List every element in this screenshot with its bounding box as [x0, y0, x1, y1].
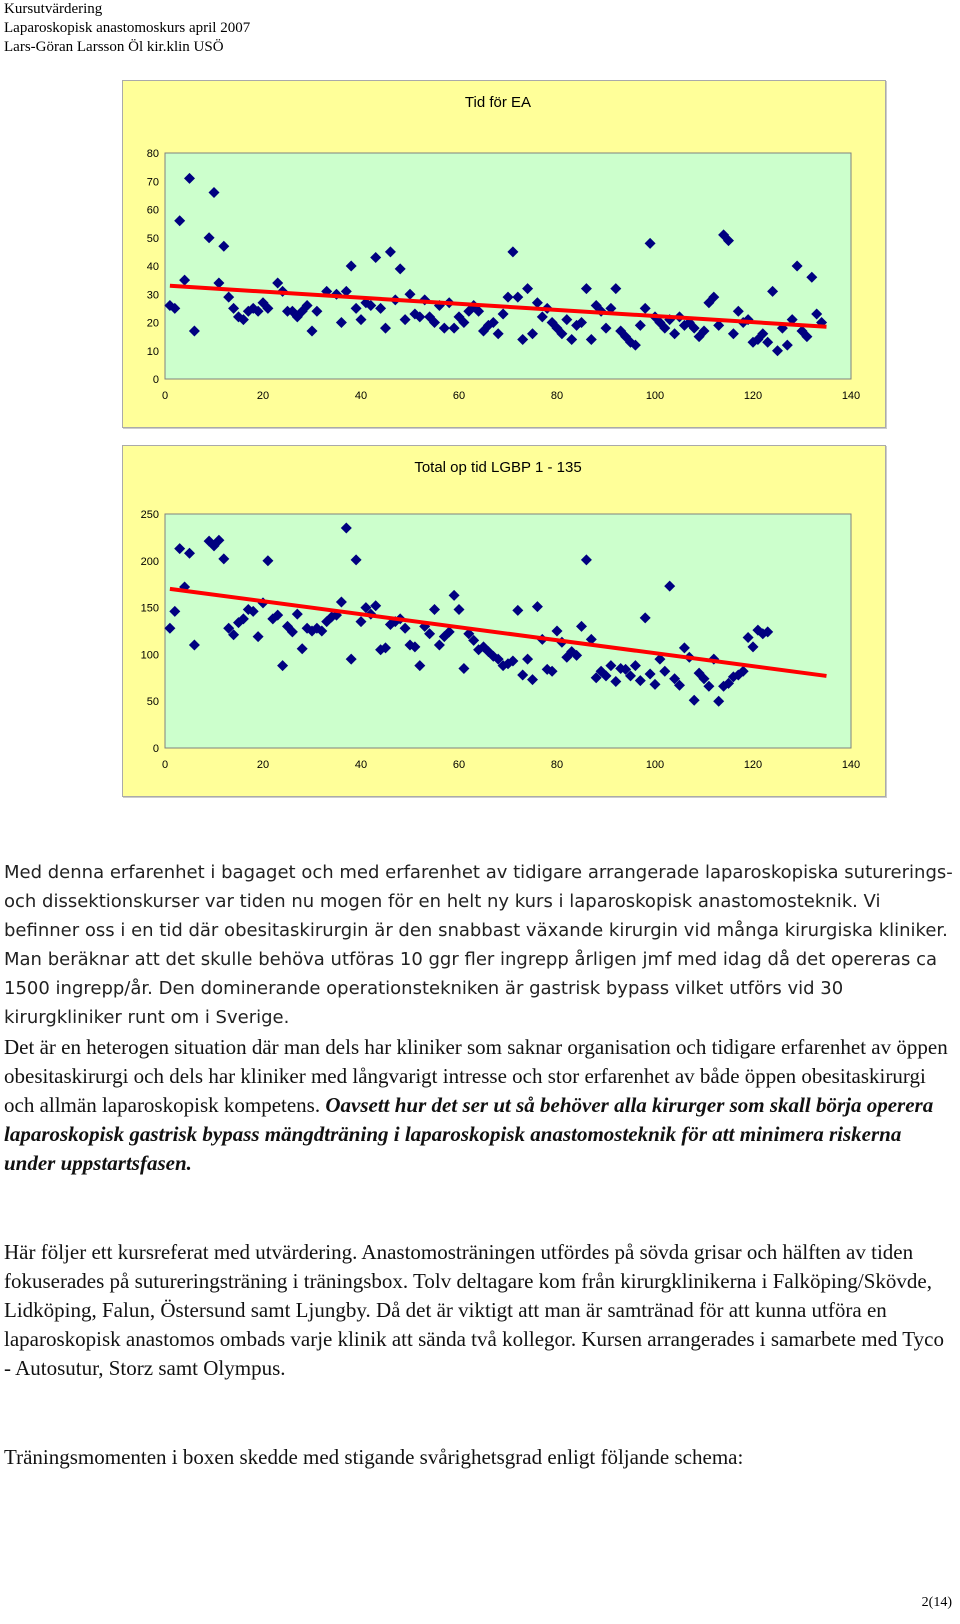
chart-2-y-tick: 250 [140, 509, 159, 521]
chart-1-y-tick: 60 [146, 204, 159, 217]
chart-2-y-tick: 100 [140, 649, 159, 662]
chart-2-title: Total op tid LGBP 1 - 135 [414, 459, 582, 476]
chart-1-x-tick: 140 [841, 390, 861, 402]
chart-2-x-tick: 60 [452, 759, 466, 771]
chart-1-plot-area [165, 153, 851, 379]
chart-1-y-tick: 80 [146, 148, 159, 160]
chart-2-x-tick: 40 [354, 759, 368, 771]
chart-2-x-tick: 140 [841, 759, 861, 771]
chart-2-y-tick: 200 [140, 555, 159, 568]
paragraph-1b-emphasis: Oavsett hur det ser ut så behöver alla kirurger som skall börja operera laparoskopisk gastrisk bypass mängdträning i laparoskopisk anastomosteknik för att minimera riskerna under uppstartsfasen. [4, 1093, 934, 1175]
chart-2-y-tick: 150 [140, 602, 159, 615]
chart-1-svg [123, 81, 885, 427]
paragraph-2: Här följer ett kursreferat med utvärdering. Anastomosträningen utfördes på sövda grisar och hälften av tiden fokuserades på sutureringsträning i träningsbox. Tolv deltagare kom från kirurgklinikerna i Falköping/Skövde, Lidköping, Falun, Östersund samt Ljungby. Då det är viktigt att man är samtränad för att kunna utföra en laparoskopisk anastomos ombads varje klinik att sända två kollegor. Kursen arrangerades i samarbete med Tyco - Autosutur, Storz samt Olympus. [4, 1240, 944, 1380]
chart-1-y-tick: 10 [146, 345, 159, 358]
chart-2-plot-area [165, 514, 851, 748]
chart-1-y-tick: 50 [146, 232, 159, 245]
chart-1-x-tick: 20 [256, 390, 270, 402]
chart-1-y-tick: 0 [152, 374, 159, 386]
chart-1-y-tick: 20 [146, 317, 159, 330]
chart-2-x-tick: 80 [550, 759, 564, 771]
chart-total-op-tid [122, 445, 886, 797]
header-line-3: Lars-Göran Larsson Öl kir.klin USÖ [4, 39, 224, 55]
header-line-1: Kursutvärdering [4, 1, 103, 17]
chart-1-x-tick: 0 [161, 390, 169, 402]
chart-1-x-tick: 100 [645, 390, 665, 402]
paragraph-1a: Med denna erfarenhet i bagaget och med erfarenhet av tidigare arrangerade laparoskopiska suturerings- och dissektionskurser var tiden nu mogen för en helt ny kurs i laparoskopisk anastomosteknik. Vi befinner oss i en tid där obesitaskirurgin är den snabbast växande kirurgin vid många kirurgiska kliniker. Man beräknar att det skulle behöva utföras 10 ggr fler ingrepp årligen jmf med idag då det opereras ca 1500 ingrepp/år. Den dominerande operationstekniken är gastrisk bypass vilket utförs vid 30 kirurgkliniker runt om i Sverige. [4, 862, 953, 1028]
chart-1-x-tick: 120 [743, 390, 763, 402]
page-number: 2(14) [921, 1595, 952, 1610]
chart-1-x-tick: 40 [354, 390, 368, 402]
chart-2-x-tick: 100 [645, 759, 665, 771]
chart-1-x-tick: 60 [452, 390, 466, 402]
chart-1-title: Tid för EA [464, 94, 532, 111]
paragraph-3: Träningsmomenten i boxen skedde med stigande svårighetsgrad enligt följande schema: [4, 1445, 744, 1469]
chart-1-x-tick: 80 [550, 390, 564, 402]
chart-2-x-tick: 20 [256, 759, 270, 771]
chart-2-svg [123, 446, 885, 796]
chart-2-y-tick: 50 [146, 696, 159, 709]
paragraph-1b-text: Det är en heterogen situation där man dels har kliniker som saknar organisation och tidigare erfarenhet av öppen obesitaskirurgi och dels har kliniker med långvarigt intresse och stor erfarenhet av både öppen obesitaskirurgi och allmän laparoskopisk kompetens. [4, 1035, 948, 1117]
chart-2-x-tick: 120 [743, 759, 763, 771]
chart-1-y-tick: 40 [146, 261, 159, 273]
chart-2-y-tick: 0 [152, 743, 159, 755]
chart-2-x-tick: 0 [161, 759, 169, 771]
chart-1-y-tick: 30 [146, 289, 159, 302]
chart-1-y-tick: 70 [146, 176, 159, 189]
paragraph-1b [4, 1033, 954, 1178]
header-line-2: Laparoskopisk anastomoskurs april 2007 [4, 20, 251, 36]
chart-tid-for-ea [122, 80, 886, 428]
